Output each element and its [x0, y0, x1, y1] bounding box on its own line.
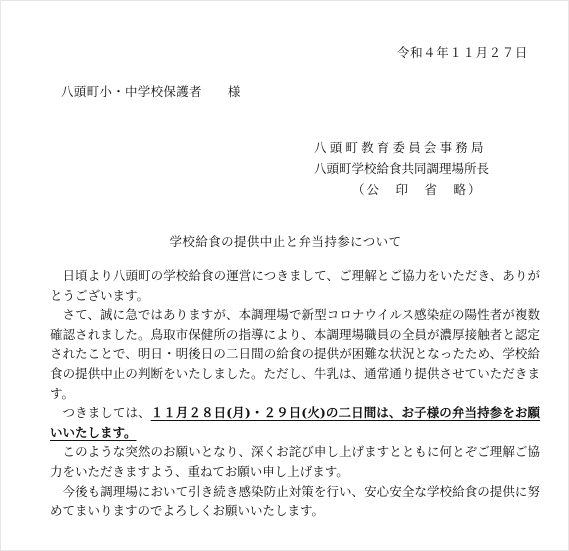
- body-paragraph-greeting: 日頃より八頭町の学校給食の運営につきまして、ご理解とご協力をいただき、ありがとうございます。: [50, 268, 540, 303]
- recipient-name: 八頭町小・中学校保護者: [61, 84, 202, 99]
- document-date: 令和４年１１月２７日: [396, 45, 528, 60]
- request-emphasis-text: １１月２８日(月)・２９日(火)の二日間は、お子様の弁当持参をお願いいたします。: [50, 405, 540, 440]
- sender-block: [314, 137, 514, 200]
- sender-title: 八頭町学校給食共同調理場所長: [314, 161, 490, 176]
- recipient-line: [61, 82, 241, 100]
- document-body: [50, 266, 540, 521]
- body-paragraph-request: [50, 403, 540, 442]
- body-paragraph-apology: このような突然のお願いとなり、深くお詫び申し上げますとともに何とぞご理解ご協力をいただきますよう、重ねてお願い申し上げます。: [50, 444, 540, 479]
- request-lead-text: つきましては、: [62, 405, 151, 421]
- body-paragraph-announcement: さて、誠に急ではありますが、本調理場で新型コロナウイルス感染症の陽性者が複数確認されました。鳥取市保健所の指導により、本調理場職員の全員が濃厚接触者と認定されたことで、明日・明後日の二日間の給食の提供が困難な状況となったため、学校給食の提供中止の判断をいたしました。ただし、牛乳は、通常通り提供させていただきます。: [50, 307, 540, 401]
- document-title: 学校給食の提供中止と弁当持参について: [169, 234, 402, 249]
- seal-omitted-note: （公 印 省 略）: [352, 182, 483, 197]
- sender-organization: 八頭町教育委員会事務局: [314, 140, 487, 155]
- recipient-honorific: 様: [227, 84, 241, 99]
- body-paragraph-closing: 今後も調理場において引き続き感染防止対策を行い、安心安全な学校給食の提供に努めてまいりますのでよろしくお願いいたします。: [50, 483, 540, 519]
